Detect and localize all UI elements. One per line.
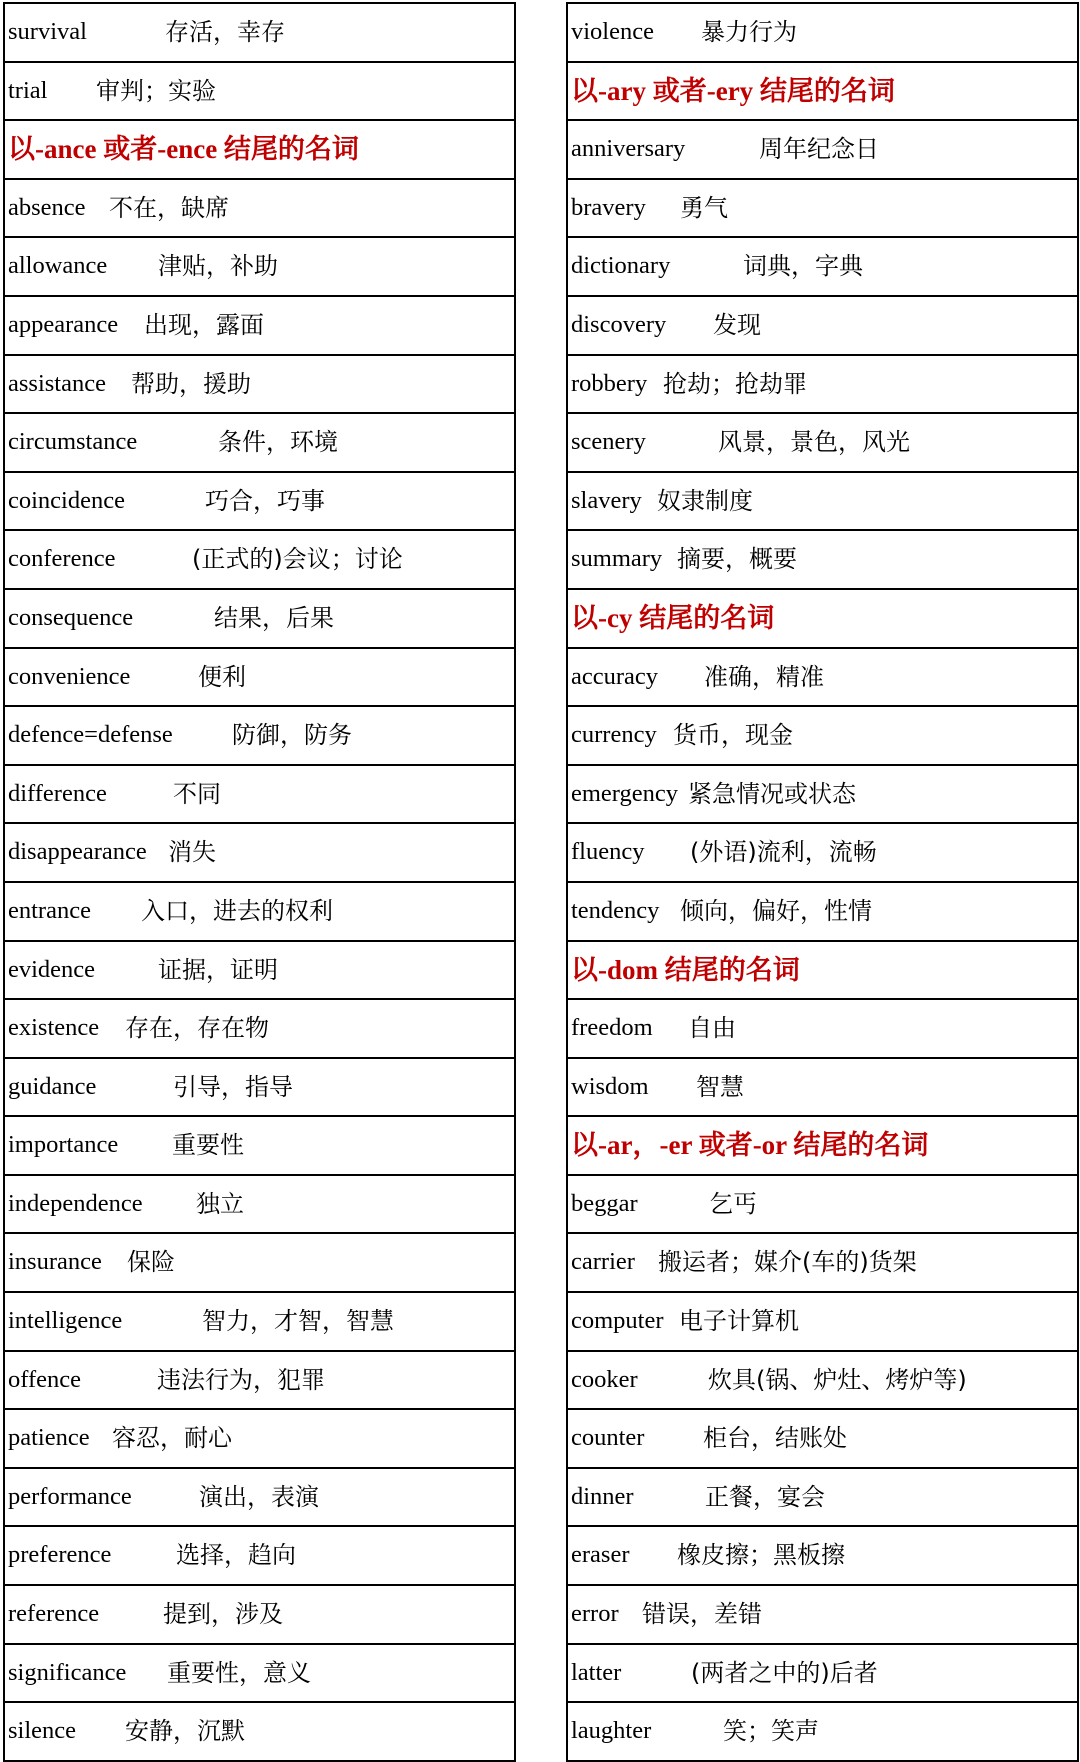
vocabulary-row — [568, 238, 1077, 297]
chinese-meaning: 准确，精准 — [704, 662, 824, 691]
vocabulary-row — [568, 473, 1077, 532]
english-word: silence — [8, 1717, 77, 1745]
chinese-meaning: 暴力行为 — [701, 18, 797, 46]
chinese-meaning: 笑；笑声 — [723, 1717, 819, 1746]
english-word: freedom — [571, 1014, 653, 1042]
english-word: accuracy — [571, 662, 659, 690]
english-word: carrier — [571, 1248, 635, 1276]
english-word: violence — [571, 18, 654, 45]
section-heading: 以-dom 结尾的名词 — [571, 954, 800, 985]
vocabulary-row — [5, 414, 514, 473]
vocabulary-row — [5, 649, 514, 708]
vocabulary-row — [568, 1352, 1077, 1411]
chinese-meaning: 违法行为，犯罪 — [157, 1365, 325, 1394]
chinese-meaning: 引导，指导 — [173, 1072, 293, 1101]
chinese-meaning: 消失 — [168, 838, 216, 867]
chinese-meaning: 条件，环境 — [218, 428, 338, 457]
english-word: error — [571, 1600, 619, 1628]
english-word: coincidence — [8, 486, 125, 514]
english-word: fluency — [571, 838, 645, 866]
english-word: circumstance — [8, 428, 138, 456]
english-word: defence=defense — [8, 721, 173, 749]
english-word: absence — [8, 193, 86, 221]
english-word: emergency — [571, 779, 679, 807]
chinese-meaning: 正餐，宴会 — [705, 1482, 825, 1511]
english-word: dinner — [571, 1482, 634, 1510]
chinese-meaning: 容忍，耐心 — [112, 1424, 232, 1453]
vocabulary-row — [5, 297, 514, 356]
chinese-meaning: 选择，趋向 — [176, 1541, 296, 1570]
english-word: conference — [8, 545, 116, 573]
chinese-meaning: 橡皮擦；黑板擦 — [677, 1541, 845, 1570]
vocabulary-row — [5, 942, 514, 1001]
english-word: independence — [8, 1189, 143, 1217]
vocabulary-row — [5, 1352, 514, 1411]
vocabulary-row — [568, 1527, 1077, 1586]
english-word: latter — [571, 1658, 622, 1686]
english-word: consequence — [8, 603, 134, 631]
chinese-meaning: 抢劫；抢劫罪 — [663, 369, 807, 398]
english-word: entrance — [8, 896, 91, 924]
chinese-meaning: 智慧 — [696, 1072, 744, 1101]
english-word: discovery — [571, 310, 667, 338]
english-word: computer — [571, 1307, 664, 1335]
vocabulary-row — [5, 1469, 514, 1528]
section-heading: 以-cy 结尾的名词 — [571, 602, 775, 633]
chinese-meaning: 巧合，巧事 — [205, 486, 325, 515]
vocabulary-row — [5, 180, 514, 239]
vocabulary-row — [568, 1703, 1077, 1762]
vocabulary-row — [568, 180, 1077, 239]
chinese-meaning: (两者之中的)后者 — [691, 1658, 878, 1687]
chinese-meaning: 不同 — [173, 779, 221, 808]
english-word: laughter — [571, 1717, 652, 1745]
vocabulary-row — [568, 766, 1077, 825]
vocabulary-row — [5, 1527, 514, 1586]
chinese-meaning: 存活，幸存 — [165, 18, 285, 46]
chinese-meaning: 电子计算机 — [679, 1307, 799, 1336]
chinese-meaning: 风景，景色，风光 — [718, 428, 910, 457]
chinese-meaning: 独立 — [196, 1189, 244, 1218]
section-heading-row — [5, 121, 514, 180]
english-word: trial — [8, 76, 48, 104]
english-word: wisdom — [571, 1072, 649, 1100]
vocabulary-row — [568, 1645, 1077, 1704]
english-word: allowance — [8, 252, 108, 280]
chinese-meaning: 倾向，偏好，性情 — [680, 896, 872, 925]
vocabulary-row — [568, 1293, 1077, 1352]
vocabulary-row — [5, 766, 514, 825]
chinese-meaning: 货币，现金 — [673, 721, 793, 750]
english-word: dictionary — [571, 252, 671, 280]
vocabulary-row — [5, 63, 514, 122]
english-word: summary — [571, 545, 663, 573]
chinese-meaning: 审判；实验 — [96, 76, 216, 105]
vocabulary-row — [5, 356, 514, 415]
chinese-meaning: 搬运者；媒介(车的)货架 — [658, 1248, 917, 1277]
vocabulary-row — [5, 1645, 514, 1704]
english-word: eraser — [571, 1541, 630, 1569]
chinese-meaning: 存在，存在物 — [125, 1014, 269, 1043]
vocabulary-row — [5, 531, 514, 590]
vocabulary-row — [568, 649, 1077, 708]
vocabulary-row — [5, 4, 514, 63]
chinese-meaning: 重要性 — [172, 1131, 244, 1160]
english-word: currency — [571, 721, 657, 749]
english-word: intelligence — [8, 1307, 123, 1335]
vocabulary-row — [568, 1176, 1077, 1235]
chinese-meaning: 自由 — [688, 1014, 736, 1043]
chinese-meaning: 便利 — [198, 662, 246, 691]
vocabulary-row — [5, 1293, 514, 1352]
chinese-meaning: 柜台，结账处 — [703, 1424, 847, 1453]
english-word: reference — [8, 1600, 100, 1628]
chinese-meaning: 结果，后果 — [214, 603, 334, 632]
vocabulary-row — [568, 1000, 1077, 1059]
vocabulary-row — [5, 1234, 514, 1293]
english-word: anniversary — [571, 135, 686, 163]
vocabulary-row — [568, 356, 1077, 415]
vocabulary-row — [5, 473, 514, 532]
chinese-meaning: 词典，字典 — [743, 252, 863, 281]
chinese-meaning: 重要性，意义 — [167, 1658, 311, 1687]
english-word: importance — [8, 1131, 119, 1159]
section-heading: 以-ance 或者-ence 结尾的名词 — [8, 134, 359, 165]
english-word: preference — [8, 1541, 112, 1569]
section-heading-row — [568, 1117, 1077, 1176]
vocabulary-row — [5, 1703, 514, 1762]
section-heading-row — [568, 590, 1077, 649]
vocabulary-row — [568, 1059, 1077, 1118]
vocabulary-row — [568, 414, 1077, 473]
english-word: guidance — [8, 1072, 97, 1100]
chinese-meaning: 入口，进去的权利 — [141, 896, 333, 925]
chinese-meaning: 津贴，补助 — [158, 252, 278, 281]
english-word: beggar — [571, 1189, 638, 1217]
chinese-meaning: 紧急情况或状态 — [688, 779, 856, 808]
english-word: counter — [571, 1424, 645, 1452]
vocabulary-row — [568, 1234, 1077, 1293]
english-word: difference — [8, 779, 107, 807]
section-heading-row — [568, 63, 1077, 122]
vocabulary-row — [5, 1176, 514, 1235]
chinese-meaning: 保险 — [127, 1248, 175, 1277]
vocabulary-row — [5, 824, 514, 883]
vocabulary-row — [5, 1117, 514, 1176]
english-word: assistance — [8, 369, 106, 397]
chinese-meaning: 证据，证明 — [158, 955, 278, 984]
chinese-meaning: 勇气 — [680, 193, 728, 222]
vocabulary-row — [568, 883, 1077, 942]
vocabulary-row — [568, 1586, 1077, 1645]
section-heading-row — [568, 942, 1077, 1001]
chinese-meaning: 出现，露面 — [144, 310, 264, 339]
chinese-meaning: 炊具(锅、炉灶、烤炉等) — [708, 1365, 967, 1394]
vocabulary-row — [5, 238, 514, 297]
vocabulary-row — [5, 1059, 514, 1118]
english-word: convenience — [8, 662, 131, 690]
vocabulary-row — [568, 531, 1077, 590]
chinese-meaning: 智力，才智，智慧 — [202, 1307, 394, 1336]
chinese-meaning: 摘要，概要 — [677, 545, 797, 574]
chinese-meaning: 奴隶制度 — [657, 486, 753, 515]
chinese-meaning: 错误，差错 — [642, 1600, 762, 1629]
vocabulary-row — [568, 1410, 1077, 1469]
vocabulary-row — [568, 4, 1077, 63]
chinese-meaning: (正式的)会议；讨论 — [192, 545, 403, 574]
english-word: offence — [8, 1365, 81, 1393]
vocabulary-row — [5, 1586, 514, 1645]
chinese-meaning: 发现 — [713, 310, 761, 339]
english-word: significance — [8, 1658, 127, 1686]
chinese-meaning: 安静，沉默 — [125, 1717, 245, 1746]
english-word: scenery — [571, 428, 646, 456]
vocabulary-row — [568, 824, 1077, 883]
section-heading: 以-ar，-er 或者-or 结尾的名词 — [571, 1130, 929, 1161]
english-word: bravery — [571, 193, 646, 221]
vocabulary-row — [5, 1000, 514, 1059]
section-heading: 以-ary 或者-ery 结尾的名词 — [571, 75, 895, 106]
english-word: performance — [8, 1482, 132, 1510]
english-word: existence — [8, 1014, 100, 1042]
english-word: tendency — [571, 896, 660, 924]
english-word: slavery — [571, 486, 642, 514]
english-word: appearance — [8, 310, 119, 338]
vocabulary-row — [5, 1410, 514, 1469]
chinese-meaning: 防御，防务 — [232, 721, 352, 750]
english-word: insurance — [8, 1248, 102, 1276]
vocabulary-row — [568, 707, 1077, 766]
english-word: disappearance — [8, 838, 147, 866]
chinese-meaning: 帮助，援助 — [131, 369, 251, 398]
chinese-meaning: 乞丐 — [709, 1189, 757, 1218]
chinese-meaning: 演出，表演 — [199, 1482, 319, 1511]
english-word: robbery — [571, 369, 648, 397]
vocabulary-row — [5, 590, 514, 649]
chinese-meaning: 提到，涉及 — [163, 1600, 283, 1629]
left-vocabulary-table — [3, 2, 516, 1762]
english-word: survival — [8, 18, 87, 45]
vocabulary-row — [568, 1469, 1077, 1528]
vocabulary-row — [568, 121, 1077, 180]
right-vocabulary-table — [566, 2, 1079, 1762]
chinese-meaning: 不在，缺席 — [109, 193, 229, 222]
vocabulary-row — [5, 883, 514, 942]
chinese-meaning: 周年纪念日 — [759, 135, 879, 164]
english-word: cooker — [571, 1365, 638, 1393]
vocabulary-row — [5, 707, 514, 766]
chinese-meaning: (外语)流利，流畅 — [690, 838, 877, 867]
english-word: evidence — [8, 955, 96, 983]
vocabulary-row — [568, 297, 1077, 356]
english-word: patience — [8, 1424, 90, 1452]
